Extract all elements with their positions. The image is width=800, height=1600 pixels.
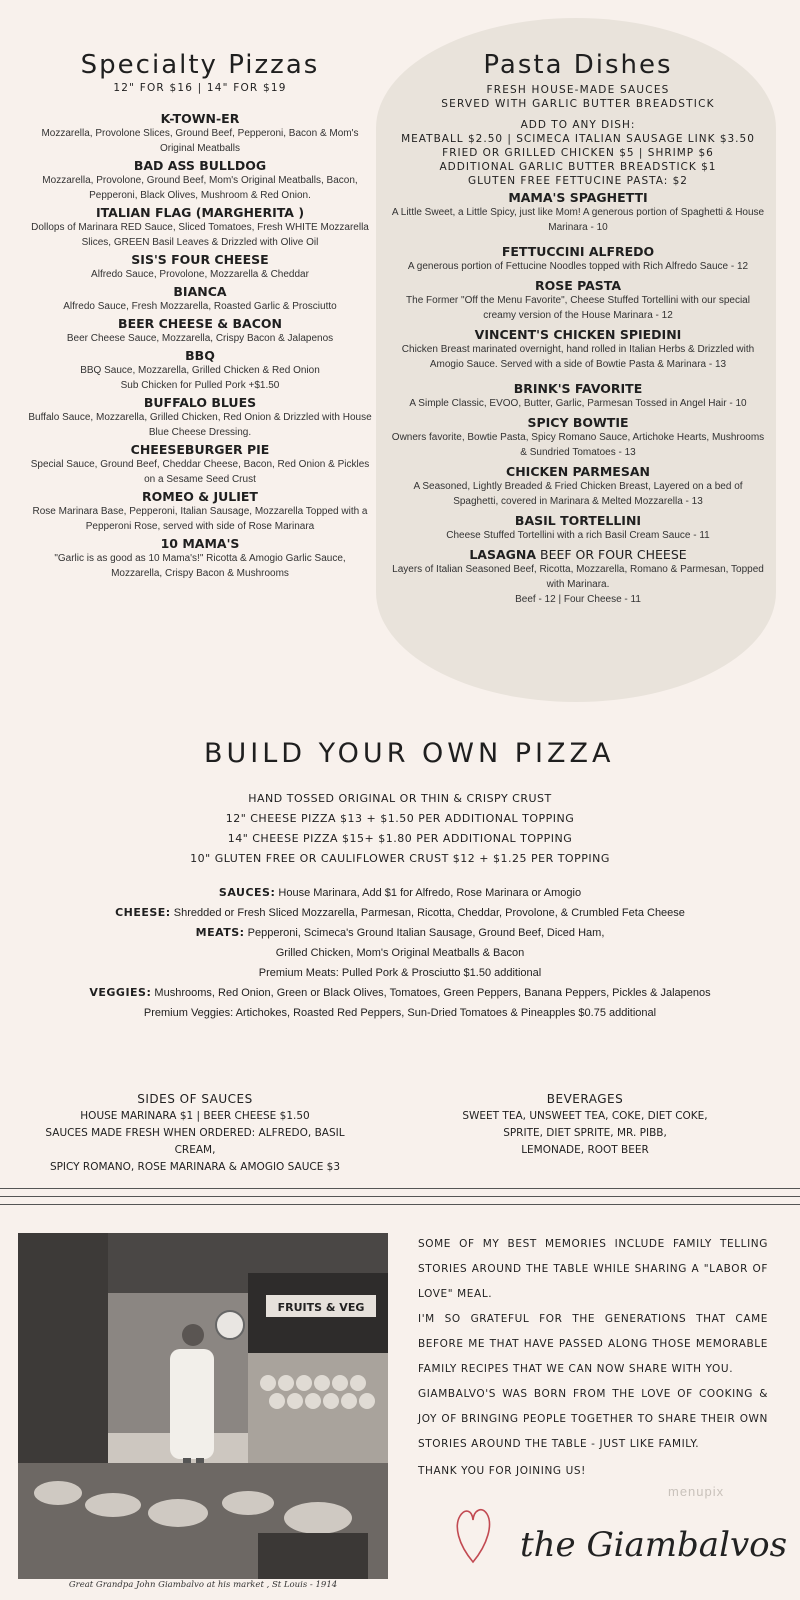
sides-lines [30, 1108, 360, 1176]
beverage-line: SWEET TEA, UNSWEET TEA, COKE, DIET COKE, [462, 1110, 708, 1122]
pizza-item [28, 206, 372, 250]
byo-options [0, 883, 800, 1023]
pasta-name: MAMA'S SPAGHETTI [508, 190, 648, 205]
divider-line-1 [0, 1188, 800, 1189]
pasta-desc: The Former "Off the Menu Favorite", Cheese Stuffed Tortellini with our special creamy version of the House Marinara - 12 [406, 295, 750, 321]
pasta-desc: Chicken Breast marinated overnight, hand rolled in Italian Herbs & Drizzled with Amogio Sauce. Served with a side of Bowtie Pasta & Marinara - 13 [401, 344, 755, 370]
menupix-watermark: menupix [668, 1484, 725, 1499]
sides-title: SIDES OF SAUCES [137, 1092, 253, 1106]
pizza-name: K-TOWN-ER [160, 111, 240, 126]
byo-option-row [0, 923, 800, 943]
pizza-desc-extra: Sub Chicken for Pulled Pork +$1.50 [120, 380, 280, 391]
pasta-dishes-section [390, 50, 766, 610]
pizza-name: BBQ [185, 348, 215, 363]
story-paragraph-3: GIAMBALVO'S WAS BORN FROM THE LOVE OF COOKING & JOY OF BRINGING PEOPLE TOGETHER TO SHARE THEIR OWN STORIES AROUND THE TABLE - JUST LIKE FAMILY. [418, 1388, 768, 1450]
pasta-desc: A Seasoned, Lightly Breaded & Fried Chicken Breast, Layered on a bed of Spaghetti, covered in Marinara & Melted Mozzarella - 13 [413, 481, 743, 507]
story-paragraph-2: I'M SO GRATEFUL FOR THE GENERATIONS THAT CAME BEFORE ME THAT HAVE PASSED ALONG THOSE MEMORABLE FAMILY RECIPES THAT WE CAN NOW SHARE WITH YOU. [418, 1313, 768, 1375]
beverages-title: BEVERAGES [546, 1092, 624, 1106]
pizza-desc: Mozzarella, Provolone Slices, Ground Beef, Pepperoni, Bacon & Mom's Original Meatballs [41, 128, 359, 154]
byo-pricing-line: 14" CHEESE PIZZA $15+ $1.80 PER ADDITIONAL TOPPING [227, 832, 573, 845]
byo-option-text: Pepperoni, Scimeca's Ground Italian Sausage, Ground Beef, Diced Ham, [244, 927, 605, 939]
pasta-item [390, 279, 766, 323]
pizza-desc: "Garlic is as good as 10 Mama's!" Ricotta & Amogio Garlic Sauce, Mozzarella, Crispy Bacon & Mushrooms [54, 553, 346, 579]
pasta-name: BASIL TORTELLINI [514, 513, 642, 528]
pizza-desc: Beer Cheese Sauce, Mozzarella, Crispy Bacon & Jalapenos [66, 333, 334, 344]
pizza-item [28, 285, 372, 314]
pasta-item [390, 245, 766, 274]
specialty-pizzas-title: Specialty Pizzas [80, 50, 320, 80]
byo-option-row [0, 943, 800, 963]
pizza-desc: Buffalo Sauce, Mozzarella, Grilled Chicken, Red Onion & Drizzled with House Blue Cheese Dressing. [28, 412, 372, 438]
byo-option-text: House Marinara, Add $1 for Alfredo, Rose Marinara or Amogio [275, 887, 582, 899]
lasagna-desc: Layers of Italian Seasoned Beef, Ricotta, Mozzarella, Romano & Parmesan, Topped with Marinara. [392, 564, 764, 590]
historic-market-photo [18, 1233, 388, 1579]
byo-pricing-line: HAND TOSSED ORIGINAL OR THIN & CRISPY CRUST [248, 792, 552, 805]
beverages-section [460, 1092, 710, 1159]
pasta-item [390, 191, 766, 235]
pizza-name: ROMEO & JULIET [142, 489, 258, 504]
pasta-item [390, 328, 766, 372]
pasta-addon-line: ADDITIONAL GARLIC BUTTER BREADSTICK $1 [439, 161, 717, 173]
byo-option-row [0, 903, 800, 923]
byo-option-text: Shredded or Fresh Sliced Mozzarella, Parmesan, Ricotta, Cheddar, Provolone, & Crumbled Feta Cheese [170, 907, 685, 919]
story-paragraph-1: SOME OF MY BEST MEMORIES INCLUDE FAMILY TELLING STORIES AROUND THE TABLE WHILE SHARING A "LABOR OF LOVE" MEAL. [418, 1238, 768, 1300]
build-your-own-section [0, 738, 800, 1023]
pasta-name: VINCENT'S CHICKEN SPIEDINI [474, 327, 682, 342]
pasta-item [390, 465, 766, 509]
byo-option-text: Premium Meats: Pulled Pork & Prosciutto $1.50 additional [258, 967, 542, 979]
heart-icon [452, 1500, 494, 1570]
pasta-sub-sauces: FRESH HOUSE-MADE SAUCES [486, 84, 670, 96]
pizza-item [28, 159, 372, 203]
pizza-desc: Rose Marinara Base, Pepperoni, Italian Sausage, Mozzarella Topped with a Pepperoni Rose, served with side of Rose Marinara [32, 506, 368, 532]
pizza-name: ITALIAN FLAG (MARGHERITA ) [95, 205, 305, 220]
byo-option-label: MEATS: [195, 926, 245, 939]
pasta-item [390, 514, 766, 543]
lasagna-price: Beef - 12 | Four Cheese - 11 [515, 594, 641, 605]
pasta-name: SPICY BOWTIE [527, 415, 629, 430]
pizza-name: BEER CHEESE & BACON [118, 316, 282, 331]
divider-line-2 [0, 1196, 800, 1197]
pasta-dishes-title: Pasta Dishes [483, 50, 673, 80]
pasta-list [390, 191, 766, 543]
pasta-name: BRINK'S FAVORITE [513, 381, 643, 396]
byo-option-text: Mushrooms, Red Onion, Green or Black Olives, Tomatoes, Green Peppers, Banana Peppers, Pickles & Jalapenos [151, 987, 711, 999]
pasta-item [390, 382, 766, 411]
pizza-item [28, 396, 372, 440]
sides-line: SPICY ROMANO, ROSE MARINARA & AMOGIO SAUCE $3 [49, 1161, 341, 1173]
byo-pricing-line: 10" GLUTEN FREE OR CAULIFLOWER CRUST $12 + $1.25 PER TOPPING [190, 852, 610, 865]
pizza-name: CHEESEBURGER PIE [130, 442, 270, 457]
family-story [418, 1232, 768, 1477]
sides-section [30, 1092, 360, 1176]
pizza-item [28, 317, 372, 346]
byo-option-label: CHEESE: [115, 906, 171, 919]
pasta-name: CHICKEN PARMESAN [506, 464, 650, 479]
byo-title: BUILD YOUR OWN PIZZA [204, 738, 615, 769]
pizza-item [28, 253, 372, 282]
pasta-addons [390, 118, 766, 188]
pasta-addon-line: ADD TO ANY DISH: [520, 119, 636, 131]
pizza-name: BAD ASS BULLDOG [133, 158, 267, 173]
pizza-item [28, 490, 372, 534]
pizza-name: BUFFALO BLUES [143, 395, 257, 410]
pasta-name: FETTUCCINI ALFREDO [501, 244, 655, 259]
pasta-desc: A Simple Classic, EVOO, Butter, Garlic, Parmesan Tossed in Angel Hair - 10 [409, 398, 747, 409]
byo-option-row [0, 983, 800, 1003]
byo-option-text: Grilled Chicken, Mom's Original Meatballs & Bacon [275, 947, 525, 959]
pizza-desc: Mozzarella, Provolone, Ground Beef, Mom's Original Meatballs, Bacon, Pepperoni, Black Olives, Mushroom & Red Onion. [42, 175, 358, 201]
sides-line: SAUCES MADE FRESH WHEN ORDERED: ALFREDO, BASIL CREAM, [45, 1127, 345, 1156]
sides-line: HOUSE MARINARA $1 | BEER CHEESE $1.50 [80, 1110, 310, 1122]
pizza-item [28, 443, 372, 487]
byo-pricing-line: 12" CHEESE PIZZA $13 + $1.50 PER ADDITIONAL TOPPING [225, 812, 575, 825]
pasta-sub-breadstick: SERVED WITH GARLIC BUTTER BREADSTICK [441, 98, 715, 110]
photo-caption: Great Grandpa John Giambalvo at his market , St Louis - 1914 [68, 1580, 338, 1590]
byo-option-row [0, 1003, 800, 1023]
pasta-addon-line: FRIED OR GRILLED CHICKEN $5 | SHRIMP $6 [442, 147, 714, 159]
byo-option-row [0, 963, 800, 983]
beverage-line: SPRITE, DIET SPRITE, MR. PIBB, [503, 1127, 667, 1139]
byo-pricing [0, 789, 800, 869]
pizza-item [28, 537, 372, 581]
byo-option-row [0, 883, 800, 903]
beverages-lines [460, 1108, 710, 1159]
pizza-desc: Alfredo Sauce, Provolone, Mozzarella & Cheddar [91, 269, 309, 280]
market-sign-text: FRUITS & VEG [277, 1301, 365, 1314]
beverage-line: LEMONADE, ROOT BEER [521, 1144, 649, 1156]
pizza-item [28, 349, 372, 393]
pizza-desc: BBQ Sauce, Mozzarella, Grilled Chicken & Red Onion [80, 365, 320, 376]
divider-line-3 [0, 1204, 800, 1205]
thank-you-text: THANK YOU FOR JOINING US! [418, 1465, 586, 1477]
specialty-pizzas-section [28, 50, 372, 584]
byo-option-label: SAUCES: [218, 886, 276, 899]
market-photo-illustration [18, 1233, 388, 1579]
pasta-item-lasagna [390, 548, 766, 607]
pizza-list [28, 112, 372, 581]
pizza-name: BIANCA [173, 284, 227, 299]
byo-option-label: VEGGIES: [89, 986, 152, 999]
pizza-name: 10 MAMA'S [160, 536, 240, 551]
byo-option-text: Premium Veggies: Artichokes, Roasted Red Peppers, Sun-Dried Tomatoes & Pineapples $0.75 additional [143, 1007, 657, 1019]
pasta-desc: Owners favorite, Bowtie Pasta, Spicy Romano Sauce, Artichoke Hearts, Mushrooms & Sundried Tomatoes - 13 [391, 432, 765, 458]
pizza-name: SIS'S FOUR CHEESE [131, 252, 269, 267]
pizza-desc: Alfredo Sauce, Fresh Mozzarella, Roasted Garlic & Prosciutto [63, 301, 337, 312]
pasta-item [390, 416, 766, 460]
pasta-desc: A generous portion of Fettucine Noodles topped with Rich Alfredo Sauce - 12 [407, 261, 749, 272]
pasta-name: ROSE PASTA [534, 278, 622, 293]
pizza-desc: Special Sauce, Ground Beef, Cheddar Cheese, Bacon, Red Onion & Pickles on a Sesame Seed Crust [30, 459, 370, 485]
pizza-item [28, 112, 372, 156]
signature-the-giambalvos: the Giambalvos [520, 1525, 788, 1565]
lasagna-name: LASAGNA BEEF OR FOUR CHEESE [469, 547, 687, 562]
pizza-prices: 12" FOR $16 | 14" FOR $19 [113, 82, 287, 94]
pasta-addon-line: GLUTEN FREE FETTUCINE PASTA: $2 [468, 175, 688, 187]
pasta-desc: A Little Sweet, a Little Spicy, just like Mom! A generous portion of Spaghetti & House Marinara - 10 [391, 207, 765, 233]
pasta-addon-line: MEATBALL $2.50 | SCIMECA ITALIAN SAUSAGE LINK $3.50 [401, 133, 755, 145]
pasta-desc: Cheese Stuffed Tortellini with a rich Basil Cream Sauce - 11 [446, 530, 710, 541]
pizza-desc: Dollops of Marinara RED Sauce, Sliced Tomatoes, Fresh WHITE Mozzarella Slices, GREEN Basil Leaves & Drizzled with Olive Oil [31, 222, 369, 248]
